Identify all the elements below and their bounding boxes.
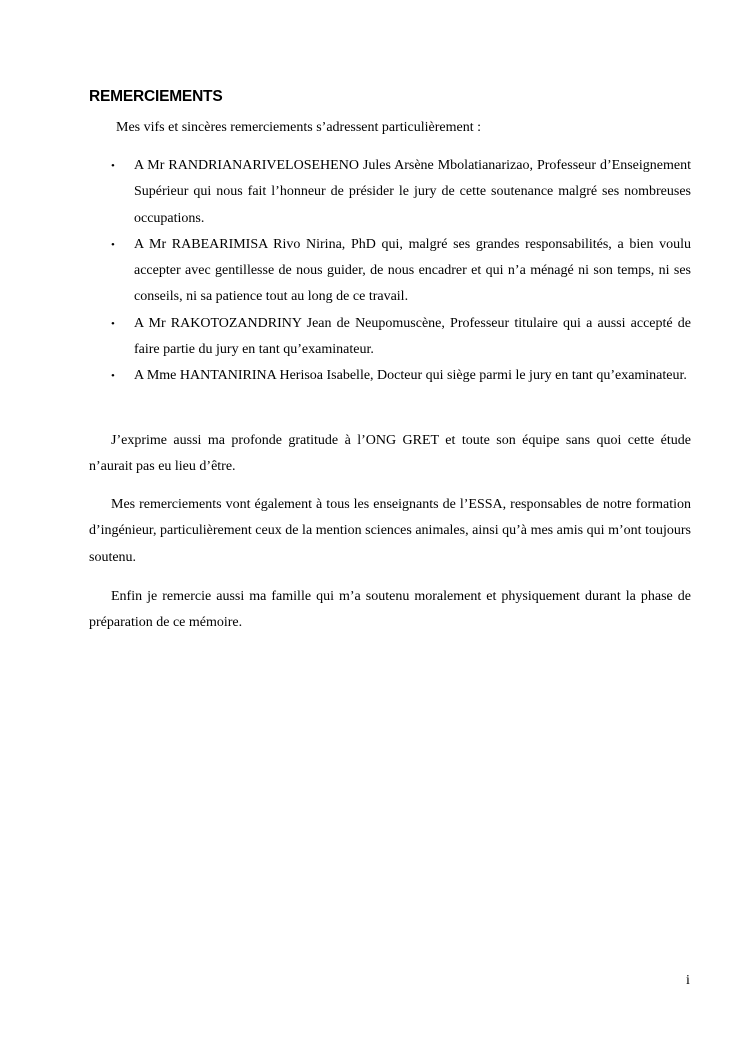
- list-item: [89, 363, 691, 389]
- paragraph-family: Enfin je remercie aussi ma famille qui m’a soutenu moralement et physiquement durant la phase de préparation de ce mémoire.: [89, 589, 691, 631]
- bullet-icon: •: [111, 317, 115, 330]
- list-item: [89, 153, 691, 232]
- list-item-text: A Mr RANDRIANARIVELOSEHENO Jules Arsène Mbolatianarizao, Professeur d’Enseignement Supérieur qui nous fait l’honneur de présider le jury de cette soutenance malgré ses nombreuses occupations.: [134, 158, 691, 226]
- paragraph-gratitude-gret: J’exprime aussi ma profonde gratitude à l’ONG GRET et toute son équipe sans quoi cette étude n’aurait pas eu lieu d’être.: [89, 433, 691, 475]
- list-item: [89, 311, 691, 364]
- page-number: i: [686, 973, 690, 988]
- bullet-icon: •: [111, 238, 115, 251]
- bullet-icon: •: [111, 370, 115, 383]
- bullet-icon: •: [111, 160, 115, 172]
- list-item: [89, 232, 691, 311]
- page-title: REMERCIEMENTS: [89, 88, 223, 105]
- intro-text: Mes vifs et sincères remerciements s’adressent particulièrement :: [116, 120, 482, 135]
- acknowledgement-list: [89, 153, 691, 390]
- list-item-text: A Mme HANTANIRINA Herisoa Isabelle, Docteur qui siège parmi le jury en tant qu’examinateur.: [134, 368, 687, 384]
- list-item-text: A Mr RABEARIMISA Rivo Nirina, PhD qui, malgré ses grandes responsabilités, a bien voulu accepter avec gentillesse de nous guider, de nous encadrer et qui n’a ménagé ni son temps, ni ses conseils, ni sa patience tout au long de ce travail.: [134, 236, 691, 305]
- list-item-text: A Mr RAKOTOZANDRINY Jean de Neupomuscène, Professeur titulaire qui a aussi accepté de faire partie du jury en tant qu’examinateur.: [134, 315, 691, 358]
- paragraph-teachers-friends: Mes remerciements vont également à tous les enseignants de l’ESSA, responsables de notre formation d’ingénieur, particulièrement ceux de la mention sciences animales, ainsi qu’à mes amis qui m’ont toujours soutenu.: [89, 497, 691, 565]
